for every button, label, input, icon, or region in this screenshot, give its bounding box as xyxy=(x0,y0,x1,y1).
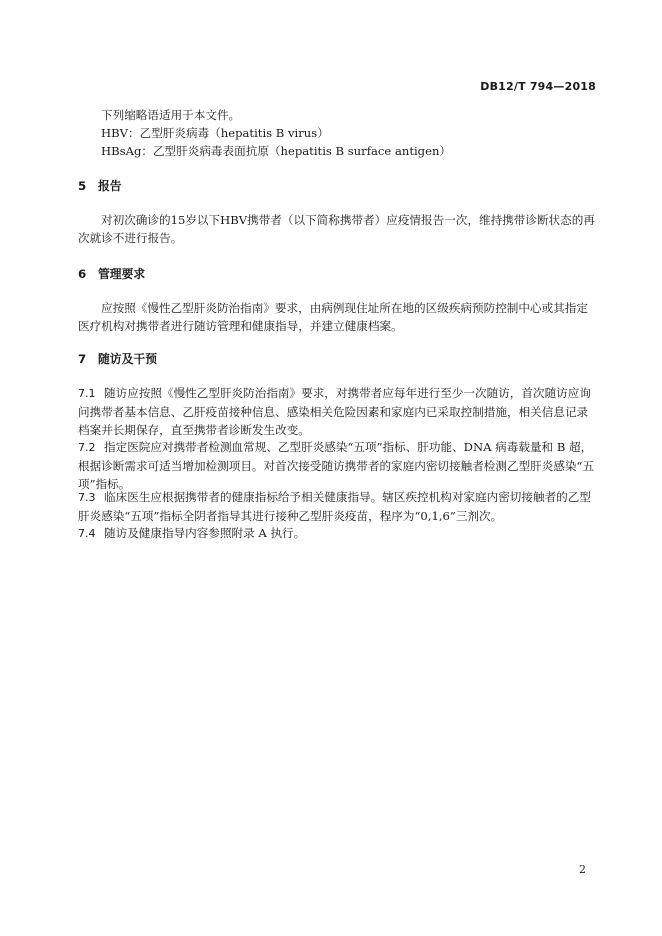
clause-text: 随访及健康指导内容参照附录 A 执行。 xyxy=(104,526,306,540)
section-5-paragraph: 对初次确诊的15岁以下HBV携带者（以下简称携带者）应疫情报告一次，维持携带诊断状态的再次就诊不进行报告。 xyxy=(78,213,595,245)
clause-text: 指定医院应对携带者检测血常规、乙型肝炎感染“五项”指标、肝功能、DNA 病毒载量和 B 超，根据诊断需求可适当增加检测项目。对首次接受随访携带者的家庭内密切接触者检测乙型肝炎感染“五项”指标。 xyxy=(78,440,595,491)
clause-text: 随访应按照《慢性乙型肝炎防治指南》要求，对携带者应每年进行至少一次随访，首次随访应询问携带者基本信息、乙肝疫苗接种信息、感染相关危险因素和家庭内已采取控制措施，相关信息记录档案并长期保存，直至携带者诊断发生改变。 xyxy=(78,386,591,437)
clause-7-2 xyxy=(78,438,598,493)
abbreviation-hbv: HBV：乙型肝炎病毒（hepatitis B virus） xyxy=(101,126,329,140)
clause-7-3 xyxy=(78,488,598,525)
section-number: 5 xyxy=(78,179,87,193)
section-6-heading xyxy=(78,265,145,282)
clause-number: 7.1 xyxy=(78,387,96,400)
clause-number: 7.3 xyxy=(78,491,96,504)
section-title: 管理要求 xyxy=(98,267,146,281)
section-number: 7 xyxy=(78,352,87,366)
abbreviation-hbsag: HBsAg：乙型肝炎病毒表面抗原（hepatitis B surface antigen） xyxy=(101,144,452,158)
document-code: DB12/T 794—2018 xyxy=(480,80,596,93)
section-5-heading xyxy=(78,177,122,194)
clause-text: 临床医生应根据携带者的健康指标给予相关健康指导。辖区疾控机构对家庭内密切接触者的乙型肝炎感染“五项”指标全阴者指导其进行接种乙型肝炎疫苗，程序为“0,1,6”三剂次。 xyxy=(78,490,591,523)
section-title: 随访及干预 xyxy=(98,352,157,366)
page-number: 2 xyxy=(579,863,586,876)
section-title: 报告 xyxy=(98,179,122,193)
section-6-paragraph: 应按照《慢性乙型肝炎防治指南》要求，由病例现住址所在地的区级疾病预防控制中心或其指定医疗机构对携带者进行随访管理和健康指导，并建立健康档案。 xyxy=(78,301,588,333)
clause-number: 7.2 xyxy=(78,441,96,454)
clause-7-1 xyxy=(78,384,598,439)
section-number: 6 xyxy=(78,267,87,281)
clause-7-4 xyxy=(78,524,598,543)
clause-number: 7.4 xyxy=(78,527,96,540)
section-7-heading xyxy=(78,350,157,367)
abbreviation-intro: 下列缩略语适用于本文件。 xyxy=(101,108,241,122)
